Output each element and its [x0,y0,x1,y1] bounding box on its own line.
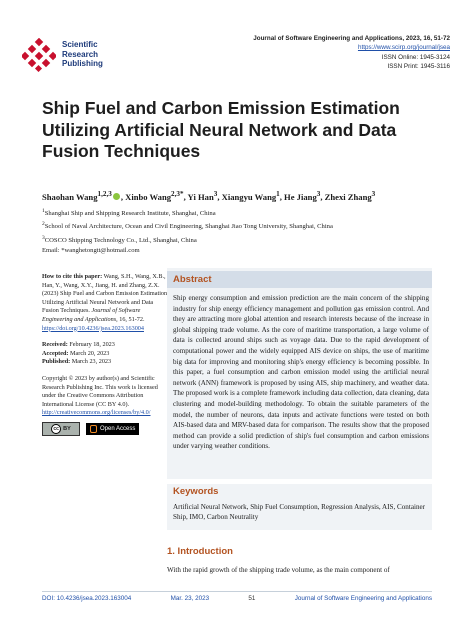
author-name: , Xiangyu Wang [217,191,277,202]
orcid-icon[interactable] [113,193,120,200]
license-link[interactable]: http://creativecommons.org/licenses/by/4.0/ [42,409,151,417]
affiliation-item: $^3$COSCO Shipping Technology Co., Ltd., Shanghai, China [42,234,197,244]
paper-title: Ship Fuel and Carbon Emission Estimation Utilizing Artificial Neural Network and Data Fusion Techniques [42,98,400,161]
journal-info [253,34,450,71]
author-list: Shaohan Wang$^{1,2,3}$ , Xinbo Wang$^{2,3*}$, Yi Han$^3$, Xiangyu Wang$^1$, He Jiang$^3$, Zhexi Zhang$^3$ [42,190,376,202]
issn-online: ISSN Online: 1945-3124 [381,53,450,61]
keywords-heading: Keywords [173,486,219,497]
affiliation-item: $^1$Shanghai Ship and Shipping Research Institute, Shanghai, China [42,208,216,218]
issn-print: ISSN Print: 1945-3116 [387,62,450,70]
footer-doi[interactable]: DOI: 10.4236/jsea.2023.163004 [42,595,132,602]
cc-icon: cc [51,424,61,434]
doi-link[interactable]: https://doi.org/10.4236/jsea.2023.163004 [42,324,144,332]
affiliation-item: $^2$School of Naval Architecture, Ocean and Civil Engineering, Shanghai Jiao Tong University, Shanghai, China [42,221,333,231]
section-heading-introduction: 1. Introduction [167,546,233,557]
email-line: Email: *wanghetongtt@hotmail.com [42,247,140,255]
page-number: 51 [248,595,256,602]
license-badges [42,422,168,436]
introduction-text: With the rapid growth of the shipping trade volume, as the main component of [167,566,390,574]
keywords-text: Artificial Neural Network, Ship Fuel Consumption, Regression Analysis, AIS, Container Ship, IMO, Carbon Neutrality [173,503,426,522]
license-text: Copyright © 2023 by author(s) and Scientific Research Publishing Inc. This work is licensed under the Creative Commons Attribution International License (CC BY 4.0). http://creativecommons.org/licenses/by/4.0/ [42,375,168,418]
journal-url-link[interactable]: https://www.scirp.org/journal/jsea [357,44,450,52]
sidebar-info [42,273,168,436]
publisher-name: Scientific Research Publishing [62,40,103,68]
open-lock-icon [90,425,97,433]
journal-citation: Journal of Software Engineering and Applications, 2023, 16, 51-72 [253,35,450,42]
abstract-text: Ship energy consumption and emission prediction are the main concern of the shipping industry for ship energy efficiency management and pollution gas emission control. And they are attracting more global attention and research interests because of the increase in global shipping trade volume. As the core of maritime transportation, a large volume of data is collected around ships such as voyage data. Due to the rapid development of computational power and the widely equipped AIS device on ships, the use of maritime big data for improving and monitoring ship's energy efficiency is becoming possible. In this paper, a fuel consumption and carbon emission model using the artificial neural network (ANN) framework is proposed by using AIS, ship machinery, and weather data. The proposed work is a complete framework including data collection, data cleaning, data clustering and model-building methodology. To obtain the suitable parameters of the model, the number of neurons, data inputs and activate functions were tested on both AIS-based data and MRV-based data for comparison. The results show that the proposed method can provide a solid prediction of ship's fuel consumption and carbon emissions under varying weather conditions. [173,294,429,451]
dates: Received: February 18, 2023 Accepted: March 20, 2023 Published: March 23, 2023 [42,341,115,366]
author-name: , He Jiang [279,191,317,202]
cc-by-badge[interactable]: cc BY [42,422,80,436]
page-footer [42,591,432,602]
affiliations [42,206,462,256]
footer-date: Mar. 23, 2023 [170,595,210,602]
open-access-badge[interactable]: Open Access [86,423,139,436]
publisher-logo [22,38,56,72]
how-to-cite: How to cite this paper: Wang, S.H., Wang, X.B., Han, Y., Wang, X.Y., Jiang, H. and Zhang, Z.X. (2023) Ship Fuel and Carbon Emission Estimation Utilizing Artificial Neural Network and Data Fusion Techniques. Journal of Software Engineering and Applications, 16, 51-72. https://doi.org/10.4236/jsea.2023.163004 [42,273,168,332]
author-name: Shaohan Wang [42,191,98,202]
footer-journal: Journal of Software Engineering and Applications [294,595,432,602]
author-name: , Zhexi Zhang [320,191,372,202]
author-name: , Xinbo Wang [120,191,172,202]
abstract-heading: Abstract [173,274,212,285]
author-name: , Yi Han [183,191,214,202]
